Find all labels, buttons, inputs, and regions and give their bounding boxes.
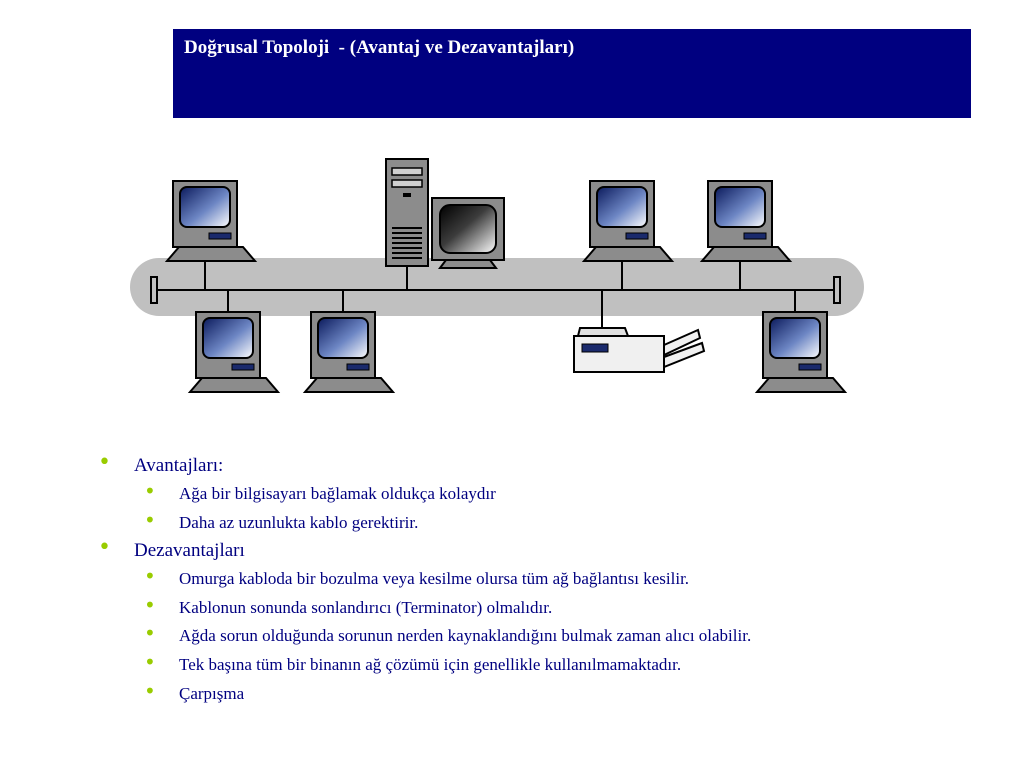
printer-icon xyxy=(574,328,704,372)
bullet-icon: • xyxy=(144,479,156,503)
list-item xyxy=(98,680,998,709)
disadvantage-item: Çarpışma xyxy=(179,683,245,703)
workstation-icon xyxy=(167,181,255,261)
list-item xyxy=(98,480,998,509)
bullet-icon: • xyxy=(144,507,156,532)
bullet-icon: • xyxy=(144,621,156,646)
advantage-item: Daha az uzunlukta kablo gerektirir. xyxy=(179,512,419,532)
list-item xyxy=(98,509,998,538)
disadvantage-item: Kablonun sonunda sonlandırıcı (Terminator) olmalıdır. xyxy=(179,597,553,617)
workstation-icon xyxy=(190,312,278,392)
list-item xyxy=(98,622,998,651)
workstation-icon xyxy=(305,312,393,392)
workstation-icon xyxy=(757,312,845,392)
list-item xyxy=(98,452,998,480)
bullet-icon: • xyxy=(144,564,156,589)
workstation-icon xyxy=(702,181,790,261)
disadvantage-item: Omurga kabloda bir bozulma veya kesilme olursa tüm ağ bağlantısı kesilir. xyxy=(179,569,690,589)
bullet-icon: • xyxy=(144,649,156,674)
list-item xyxy=(98,651,998,680)
disadvantage-item: Tek başına tüm bir binanın ağ çözümü için genellikle kullanılmamaktadır. xyxy=(179,654,682,674)
terminator-left-icon xyxy=(151,277,157,303)
workstation-icon xyxy=(584,181,672,261)
advantage-item: Ağa bir bilgisayarı bağlamak oldukça kolaydır xyxy=(179,484,496,503)
bullet-list xyxy=(98,452,998,708)
bullet-icon: • xyxy=(98,450,111,475)
backbone-band xyxy=(130,258,864,316)
list-item xyxy=(98,537,998,565)
bullet-icon: • xyxy=(144,678,156,703)
disadvantage-item: Ağda sorun olduğunda sorunun nerden kaynaklandığını bulmak zaman alıcı olabilir. xyxy=(179,626,752,646)
server-icon xyxy=(386,159,428,266)
list-item xyxy=(98,594,998,623)
bullet-icon: • xyxy=(144,592,156,617)
slide-title: Doğrusal Topoloji - (Avantaj ve Dezavantajları) xyxy=(184,37,575,58)
disadvantages-heading: Dezavantajları xyxy=(134,540,245,562)
bullet-icon: • xyxy=(98,535,111,561)
monitor-icon xyxy=(432,198,504,268)
advantages-heading: Avantajları: xyxy=(134,455,224,476)
terminator-right-icon xyxy=(834,277,840,303)
list-item xyxy=(98,565,998,594)
